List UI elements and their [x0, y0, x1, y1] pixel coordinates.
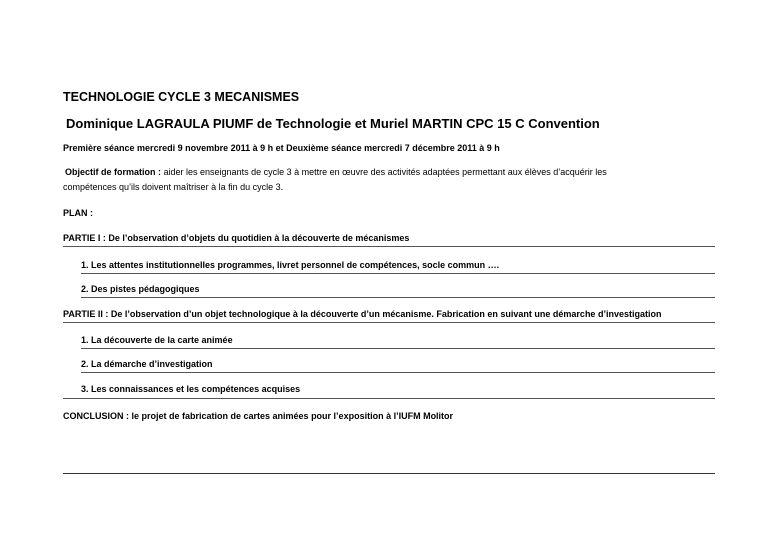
objective-line-1: [65, 167, 607, 177]
rule-divider: [81, 297, 715, 298]
part1-heading: PARTIE I : De l’observation d’objets du quotidien à la découverte de mécanismes: [63, 233, 410, 243]
doc-subtitle: Dominique LAGRAULA PIUMF de Technologie et Muriel MARTIN CPC 15 C Convention: [66, 116, 600, 131]
objective-label: Objectif de formation :: [65, 167, 162, 177]
session-dates: Première séance mercredi 9 novembre 2011 à 9 h et Deuxième séance mercredi 7 décembre 2011 à 9 h: [63, 143, 500, 153]
part2-heading: PARTIE II : De l’observation d’un objet technologique à la découverte d’un mécanisme. Fabrication en suivant une démarche d’investigation: [63, 309, 662, 319]
part2-item: 2. La démarche d’investigation: [81, 359, 213, 369]
footer-rule: [63, 473, 715, 474]
rule-divider: [81, 273, 715, 274]
rule-divider: [63, 398, 715, 399]
part2-item: 3. Les connaissances et les compétences acquises: [81, 384, 301, 394]
part1-item: 2. Des pistes pédagogiques: [81, 284, 200, 294]
rule-divider: [81, 372, 715, 373]
part1-item: 1. Les attentes institutionnelles programmes, livret personnel de compétences, socle commun ….: [81, 260, 500, 270]
part2-item: 1. La découverte de la carte animée: [81, 335, 233, 345]
rule-divider: [81, 348, 715, 349]
objective-line-2: compétences qu’ils doivent maîtriser à la fin du cycle 3.: [63, 182, 284, 192]
rule-divider: [63, 246, 715, 247]
conclusion: CONCLUSION : le projet de fabrication de cartes animées pour l’exposition à l’IUFM Molitor: [63, 411, 454, 421]
rule-divider: [63, 322, 715, 323]
objective-text-1: aider les enseignants de cycle 3 à mettre en œuvre des activités adaptées permettant aux élèves d’acquérir les: [161, 167, 607, 177]
doc-title: TECHNOLOGIE CYCLE 3 MECANISMES: [63, 90, 300, 104]
plan-label: PLAN :: [63, 208, 93, 218]
